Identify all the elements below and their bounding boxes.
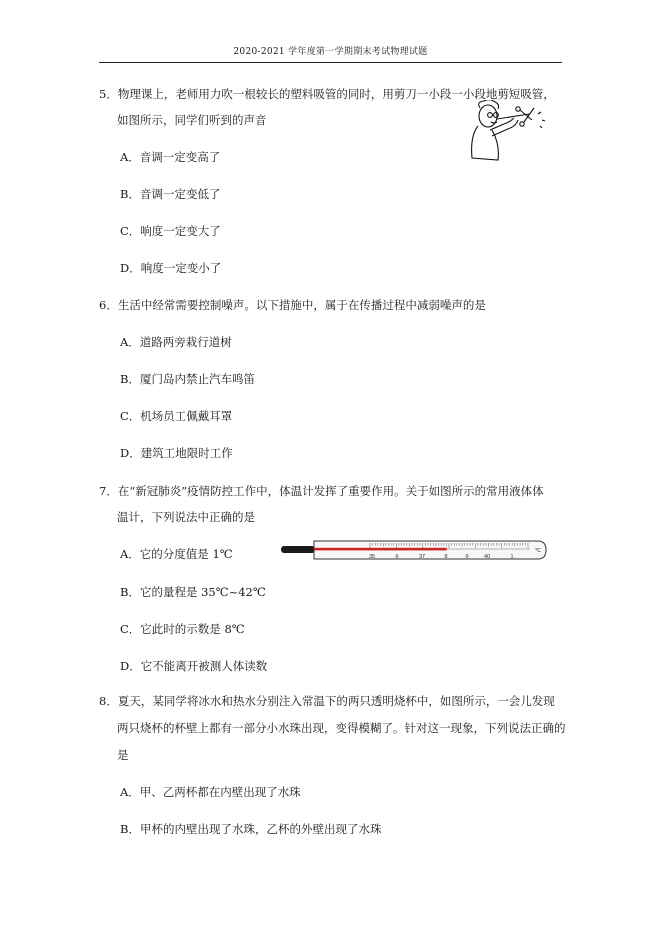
question-7-stem-line1: 7．在“新冠肺炎”疫情防控工作中，体温计发挥了重要作用。关于如图所示的常用液体体 — [99, 484, 544, 498]
scale-label: 9 — [465, 554, 469, 560]
question-8-option-a[interactable]: A．甲、乙两杯都在内壁出现了水珠 — [120, 785, 301, 799]
question-5-option-a[interactable]: A．音调一定变高了 — [120, 150, 221, 164]
question-6-option-a[interactable]: A．道路两旁栽行道树 — [120, 335, 232, 349]
question-8-stem-line3: 是 — [117, 748, 129, 762]
question-7-option-b[interactable]: B．它的量程是 35℃~42℃ — [120, 585, 266, 599]
question-8-stem-line1: 8．夏天，某同学将冰水和热水分别注入常温下的两只透明烧杯中，如图所示，一会儿发现 — [99, 694, 555, 708]
question-7-stem-line2: 温计，下列说法中正确的是 — [117, 510, 255, 524]
page-header: 2020-2021 学年度第一学期期末考试物理试题 — [233, 47, 428, 57]
question-8-stem-line2: 两只烧杯的杯壁上都有一部分小水珠出现，变得模糊了。针对这一现象，下列说法正确的 — [117, 721, 566, 735]
clinical-thermometer-figure — [280, 538, 548, 562]
scale-label: 35 — [368, 554, 376, 560]
question-5-option-c[interactable]: C．响度一定变大了 — [120, 224, 221, 238]
question-5-option-d[interactable]: D．响度一定变小了 — [120, 261, 222, 275]
question-7-option-d[interactable]: D．它不能离开被测人体读数 — [120, 659, 268, 673]
question-6-option-c[interactable]: C．机场员工佩戴耳罩 — [120, 409, 233, 423]
question-6-option-d[interactable]: D．建筑工地限时工作 — [120, 446, 233, 460]
scale-label: 40 — [483, 554, 491, 560]
scale-label: 37 — [418, 554, 426, 560]
question-5-stem-line2: 如图所示，同学们听到的声音 — [117, 113, 267, 127]
scale-unit-label: ℃ — [534, 548, 542, 554]
scale-label: 6 — [395, 554, 399, 560]
question-5-stem-line1: 5．物理课上，老师用力吹一根较长的塑料吸管的同时，用剪刀一小段一小段地剪短吸管， — [99, 87, 555, 101]
thermometer-bulb — [281, 546, 315, 553]
question-7-option-a[interactable]: A．它的分度值是 1℃ — [120, 547, 233, 561]
question-6-option-b[interactable]: B．厦门岛内禁止汽车鸣笛 — [120, 372, 255, 386]
mercury-column — [314, 548, 447, 551]
question-8-option-b[interactable]: B．甲杯的内壁出现了水珠，乙杯的外壁出现了水珠 — [120, 822, 382, 836]
teacher-cutting-straw-figure — [468, 100, 552, 164]
scale-label: 1 — [510, 554, 514, 560]
question-5-option-b[interactable]: B．音调一定变低了 — [120, 187, 221, 201]
scale-label: 8 — [444, 554, 448, 560]
question-7-option-c[interactable]: C．它此时的示数是 8℃ — [120, 622, 245, 636]
header-divider — [99, 62, 562, 63]
question-6-stem: 6．生活中经常需要控制噪声。以下措施中，属于在传播过程中减弱噪声的是 — [99, 298, 486, 312]
teacher-body — [472, 126, 499, 160]
